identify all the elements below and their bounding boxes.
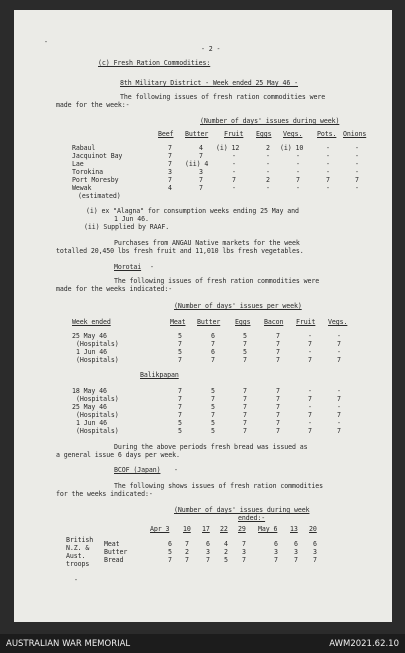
table-caption: (Number of days' issues during week)	[200, 117, 340, 125]
table-cell: -	[308, 403, 312, 411]
table-cell: 6	[168, 540, 172, 548]
table-cell: 5	[211, 387, 215, 395]
table-cell: 7	[276, 332, 280, 340]
column-header: 20	[309, 525, 317, 533]
week-label: (Hospitals)	[76, 395, 119, 403]
column-header: 29	[238, 525, 246, 533]
table-cell: -	[326, 184, 330, 192]
table-cell: 2	[224, 548, 228, 556]
table-cell: -	[337, 387, 341, 395]
week-label: (Hospitals)	[76, 411, 119, 419]
table-cell: 7	[211, 356, 215, 364]
paragraph-line: The following issues of fresh ration commodities were	[114, 277, 320, 285]
table-cell: 3	[206, 548, 210, 556]
table-cell: 7	[276, 411, 280, 419]
paragraph-line: made for the week:-	[56, 101, 130, 109]
group-label-line: Aust.	[66, 552, 86, 560]
table-cell: 7	[242, 556, 246, 564]
table-cell: 7	[242, 540, 246, 548]
column-header: Fruit	[224, 130, 244, 138]
table-cell: 7	[308, 395, 312, 403]
item-label: Meat	[104, 540, 120, 548]
table-cell: -	[232, 160, 236, 168]
table-cell: 7	[199, 184, 203, 192]
table-cell: 7	[276, 356, 280, 364]
table-cell: 7	[211, 395, 215, 403]
table-cell: 7	[168, 556, 172, 564]
table-cell: -	[355, 152, 359, 160]
place-name: Wewak	[72, 184, 92, 192]
table-cell: 6	[206, 540, 210, 548]
place-name: Torokina	[72, 168, 103, 176]
table-cell: 7	[178, 395, 182, 403]
table-cell: 7	[276, 387, 280, 395]
column-header: Meat	[170, 318, 186, 326]
place-name: Lae	[72, 160, 84, 168]
table-cell: 7	[243, 427, 247, 435]
table-cell: 7	[168, 152, 172, 160]
table-cell: 7	[308, 356, 312, 364]
table-cell: 5	[243, 348, 247, 356]
table-cell: 3	[274, 548, 278, 556]
table-cell: 6	[274, 540, 278, 548]
table-cell: 4	[199, 144, 203, 152]
table-cell: -	[337, 348, 341, 356]
table-cell: -	[296, 152, 300, 160]
table-cell: 7	[276, 348, 280, 356]
table-cell: 7	[337, 411, 341, 419]
table-cell: 5	[211, 403, 215, 411]
footnote: (i) ex "Alagna" for consumption weeks ending 25 May and	[86, 207, 299, 215]
week-label: (Hospitals)	[76, 427, 119, 435]
archive-footer	[0, 634, 405, 653]
table-cell: -	[232, 184, 236, 192]
column-header: Week ended	[72, 318, 111, 326]
table-cell: 7	[296, 176, 300, 184]
table-cell: 7	[243, 419, 247, 427]
table-cell: 7	[276, 403, 280, 411]
table-cell: -	[337, 403, 341, 411]
table-cell: 7	[337, 427, 341, 435]
table-cell: 7	[337, 356, 341, 364]
table-cell: 7	[168, 144, 172, 152]
column-header: Eggs	[235, 318, 251, 326]
table-cell: 7	[243, 340, 247, 348]
table-cell: 7	[326, 176, 330, 184]
paragraph-line: The following issues of fresh ration commodities were	[120, 93, 326, 101]
table-cell: -	[308, 419, 312, 427]
table-cell: 7	[276, 427, 280, 435]
week-label: 18 May 46	[72, 387, 107, 395]
table-cell: 7	[294, 556, 298, 564]
section-heading: (c) Fresh Ration Commodities:	[98, 59, 211, 67]
table-cell: -	[308, 387, 312, 395]
paragraph-line: The following shows issues of fresh ration commodities	[114, 482, 323, 490]
table-cell: 6	[211, 348, 215, 356]
table-cell: 7	[274, 556, 278, 564]
table-cell: 5	[224, 556, 228, 564]
table-cell: 7	[206, 556, 210, 564]
table-cell: 7	[355, 176, 359, 184]
table-cell: (i) 10	[280, 144, 304, 152]
dash-mark: -	[150, 263, 154, 271]
place-name: Rabaul	[72, 144, 96, 152]
table-cell: 7	[199, 176, 203, 184]
table-cell: 7	[276, 395, 280, 403]
table-cell: 7	[243, 411, 247, 419]
place-name: Port Moresby	[72, 176, 119, 184]
table-cell: 6	[313, 540, 317, 548]
table-cell: 7	[185, 556, 189, 564]
archive-reference: AWM2021.62.10	[329, 639, 399, 649]
table-cell: 7	[308, 340, 312, 348]
district-heading: 8th Military District - Week ended 25 May 46 -	[120, 79, 299, 87]
morotai-heading: Morotai	[114, 263, 142, 271]
table-cell: -	[266, 160, 270, 168]
table-cell: 5	[211, 427, 215, 435]
table-cell: 3	[168, 168, 172, 176]
table-cell: 5	[178, 348, 182, 356]
table-cell: 7	[199, 152, 203, 160]
table-cell: 7	[178, 411, 182, 419]
table-cell: 7	[185, 540, 189, 548]
place-name: Jacquinot Bay	[72, 152, 123, 160]
table-cell: -	[266, 184, 270, 192]
table-cell: -	[296, 168, 300, 176]
table-cell: (ii) 4	[185, 160, 209, 168]
table-cell: -	[232, 168, 236, 176]
table-cell: 7	[308, 411, 312, 419]
table-cell: 5	[168, 548, 172, 556]
table-cell: 7	[211, 411, 215, 419]
table-cell: 5	[211, 419, 215, 427]
table-cell: 2	[185, 548, 189, 556]
table-cell: 7	[243, 403, 247, 411]
table-cell: -	[232, 152, 236, 160]
dash-mark: -	[174, 466, 178, 474]
table-cell: 7	[168, 176, 172, 184]
footnote: (ii) Supplied by RAAF.	[84, 223, 170, 231]
table-cell: -	[326, 144, 330, 152]
bcof-heading: BCOF (Japan)	[114, 466, 161, 474]
column-header: Apr 3	[150, 525, 170, 533]
margin-mark: -	[44, 38, 48, 46]
table-cell: -	[326, 160, 330, 168]
paragraph-line: for the weeks indicated:-	[56, 490, 153, 498]
column-header: Fruit	[296, 318, 316, 326]
table-cell: 4	[224, 540, 228, 548]
table-cell: 7	[337, 395, 341, 403]
week-label: 25 May 46	[72, 332, 107, 340]
column-header: Bacon	[264, 318, 284, 326]
item-label: Butter	[104, 548, 128, 556]
table-cell: -	[266, 168, 270, 176]
week-label: 25 May 46	[72, 403, 107, 411]
table-cell: (i) 12	[216, 144, 240, 152]
dash-mark: -	[74, 576, 78, 584]
table-cell: -	[296, 160, 300, 168]
column-header: Eggs	[256, 130, 272, 138]
footnote: 1 Jun 46.	[114, 215, 149, 223]
paragraph-line: a general issue 6 days per week.	[56, 451, 180, 459]
table-cell: 3	[242, 548, 246, 556]
table-cell: -	[337, 419, 341, 427]
table-cell: 7	[337, 340, 341, 348]
page-number: - 2 -	[201, 45, 221, 53]
column-header: 22	[220, 525, 228, 533]
table-cell: -	[355, 184, 359, 192]
table-cell: 6	[211, 332, 215, 340]
group-label-line: troops	[66, 560, 90, 568]
table-cell: 5	[178, 427, 182, 435]
column-header: 17	[202, 525, 210, 533]
table-cell: 7	[211, 340, 215, 348]
week-label: (Hospitals)	[76, 356, 119, 364]
table-cell: 4	[168, 184, 172, 192]
week-label: 1 Jun 46	[76, 419, 107, 427]
table-cell: -	[355, 144, 359, 152]
table-caption: (Number of days' issues during week	[174, 506, 310, 514]
table-cell: 6	[294, 540, 298, 548]
group-label-line: British	[66, 536, 94, 544]
table-cell: 5	[243, 332, 247, 340]
column-header: Pots.	[317, 130, 337, 138]
table-cell: 7	[313, 556, 317, 564]
table-cell: 3	[313, 548, 317, 556]
balikpapan-heading: Balikpapan	[140, 371, 179, 379]
group-label-line: N.Z. &	[66, 544, 90, 552]
table-cell: 3	[199, 168, 203, 176]
table-cell: 7	[178, 387, 182, 395]
table-cell: -	[355, 160, 359, 168]
paragraph-line: During the above periods fresh bread was issued as	[114, 443, 308, 451]
column-header: 13	[290, 525, 298, 533]
table-caption: ended:-	[238, 514, 266, 522]
paragraph-line: totalled 20,450 lbs fresh fruit and 11,010 lbs fresh vegetables.	[56, 247, 304, 255]
table-cell: -	[355, 168, 359, 176]
table-cell: 2	[266, 176, 270, 184]
table-cell: 7	[243, 387, 247, 395]
column-header: Vegs.	[283, 130, 303, 138]
column-header: Onions	[343, 130, 367, 138]
table-cell: 7	[168, 160, 172, 168]
table-cell: 7	[276, 340, 280, 348]
table-cell: 3	[294, 548, 298, 556]
table-cell: 5	[178, 332, 182, 340]
document-page	[14, 10, 392, 622]
table-cell: -	[296, 184, 300, 192]
column-header: Vegs.	[328, 318, 348, 326]
table-cell: 5	[178, 419, 182, 427]
table-cell: 7	[308, 427, 312, 435]
table-cell: -	[308, 332, 312, 340]
table-cell: -	[326, 152, 330, 160]
table-cell: 7	[178, 403, 182, 411]
table-cell: -	[308, 348, 312, 356]
week-label: 1 Jun 46	[76, 348, 107, 356]
table-cell: -	[266, 152, 270, 160]
paragraph-line: made for the weeks indicated:-	[56, 285, 173, 293]
paragraph-line: Purchases from ANGAU Native markets for the week	[114, 239, 300, 247]
table-cell: 7	[178, 340, 182, 348]
column-header: Butter	[197, 318, 221, 326]
table-cell: -	[326, 168, 330, 176]
column-header: Beef	[158, 130, 174, 138]
column-header: Butter	[185, 130, 209, 138]
table-cell: 7	[276, 419, 280, 427]
archive-name: AUSTRALIAN WAR MEMORIAL	[6, 639, 131, 649]
table-cell: 7	[243, 395, 247, 403]
table-cell: 7	[178, 356, 182, 364]
item-label: Bread	[104, 556, 124, 564]
column-header: 10	[183, 525, 191, 533]
estimated-note: (estimated)	[78, 192, 121, 200]
table-cell: 2	[266, 144, 270, 152]
week-label: (Hospitals)	[76, 340, 119, 348]
table-cell: 7	[243, 356, 247, 364]
column-header: May 6	[258, 525, 278, 533]
table-caption: (Number of days' issues per week)	[174, 302, 302, 310]
table-cell: 7	[232, 176, 236, 184]
table-cell: -	[337, 332, 341, 340]
